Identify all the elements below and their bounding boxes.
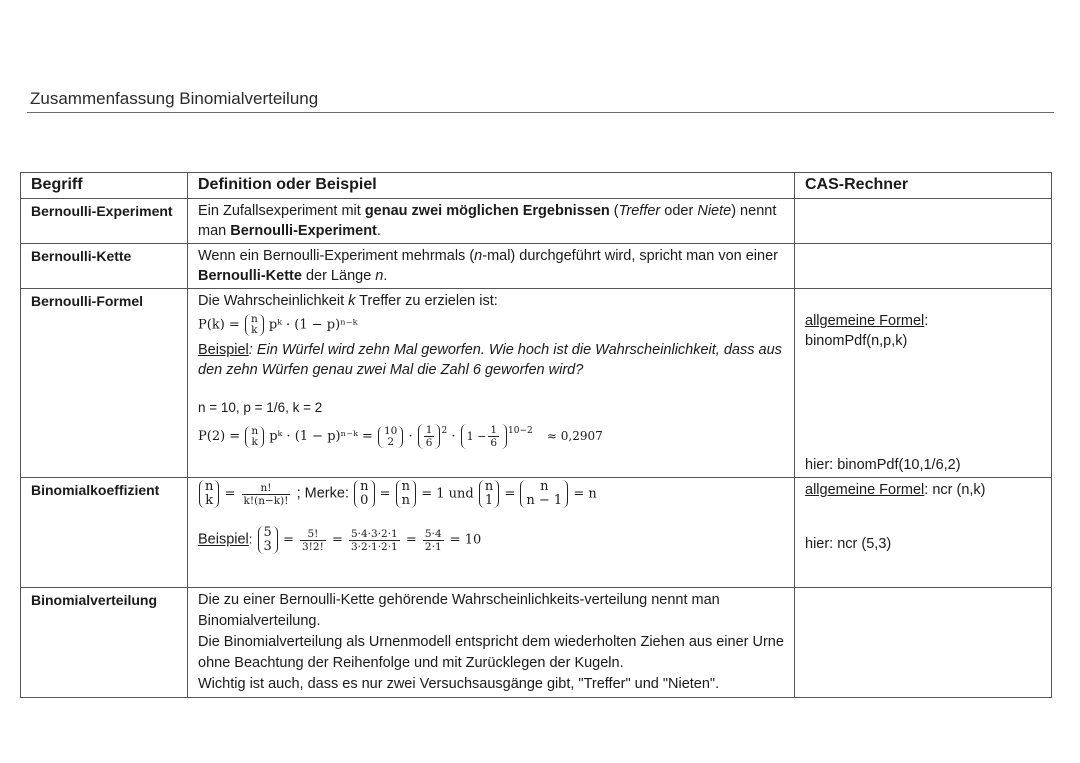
row-bernoulli-formel	[21, 289, 1052, 478]
cas-binomialkoeffizient	[795, 478, 1052, 588]
verteilung-line-3: Wichtig ist auch, dass es nur zwei Versuchsausgänge gibt, "Treffer" und "Nieten".	[198, 676, 720, 692]
def-text: .	[383, 268, 388, 284]
header-term: Begriff	[21, 173, 188, 199]
cas-bernoulli-experiment	[795, 199, 1052, 244]
example-result: = 10	[449, 532, 482, 548]
formel-example	[198, 340, 788, 380]
def-text: Ein Zufallsexperiment mit	[198, 203, 365, 219]
bernoulli-calculation: P(2) = n k pᵏ · (1 − p)ⁿ⁻ᵏ = 10 2 · $\frac{1}{6}$ $^2$ · 1 − $\frac{1}{6}$ $^{10-2}$ ≈ 0,2907	[198, 424, 603, 449]
def-italic: Treffer	[618, 203, 661, 219]
def-bernoulli-kette	[188, 244, 795, 289]
def-italic: k	[348, 293, 356, 309]
exponent: 10−2	[508, 426, 533, 436]
frac-num: 5·4	[424, 527, 442, 540]
summary-table	[20, 172, 1052, 698]
koeff-example: Beispiel: 5 3 = $\frac{5!}{3!2!}$ = $\frac{5\cdot 4\cdot 3\cdot 2\cdot 1}{3\cdot 2\cdot 1\cdot 2\cdot 1}$ = $\frac{5\cdot 4}{2\cdot 1}$ = 10	[198, 525, 482, 554]
cas-binomialverteilung	[795, 588, 1052, 698]
def-text: ) nennt man	[198, 203, 777, 239]
header-cas: CAS-Rechner	[795, 173, 1052, 199]
cas-label: allgemeine Formel	[805, 482, 925, 498]
example-label: Beispiel	[198, 531, 249, 548]
binomial-coefficient-n-k: n k	[245, 426, 264, 448]
frac-den: 3!2!	[302, 540, 324, 553]
row-bernoulli-kette	[21, 244, 1052, 289]
def-bernoulli-formel	[188, 289, 795, 478]
frac-num: 5·4·3·2·1	[350, 527, 398, 540]
koeff-definition: n k = $\frac{n!}{k!(n-k)!}$ ; Merke: n 0 = n n = 1 und n 1 = n n − 1 = n	[198, 480, 788, 508]
merke-label: ; Merke:	[296, 485, 349, 502]
cas-text: :	[924, 313, 929, 329]
formula-rhs: pᵏ · (1 − p)ⁿ⁻ᵏ	[268, 317, 358, 333]
example-text: : Ein Würfel wird zehn Mal geworfen. Wie hoch ist die Wahrscheinlichkeit, dass aus den zehn Würfen genau zwei Mal die Zahl 6 geworfen wird?	[198, 342, 782, 378]
binomial-coefficient-n-n: n n	[396, 480, 416, 508]
example-label: Beispiel	[198, 342, 249, 358]
verteilung-line-2: Die Binomialverteilung als Urnenmodell entspricht dem wiederholten Ziehen aus einer Urne ohne Beachtung der Reihenfolge und mit Zurücklegen der Kugeln.	[198, 634, 784, 671]
binomial-coefficient-10-2: 10 2	[378, 426, 403, 448]
def-text: .	[376, 223, 381, 239]
binomial-coefficient-n-n-1: n n − 1	[520, 480, 568, 508]
frac-den: 2·1	[424, 540, 442, 553]
term-binomialkoeffizient: Binomialkoeffizient	[21, 478, 188, 588]
def-text: der Länge	[301, 268, 376, 284]
cas-here: hier: ncr (5,3)	[805, 536, 892, 552]
binomial-coefficient-n-1: n 1	[479, 480, 499, 508]
frac-num: 5!	[300, 528, 326, 541]
header-definition: Definition oder Beispiel	[188, 173, 795, 199]
term-binomialverteilung: Binomialverteilung	[21, 588, 188, 698]
calc-lhs: P(2) =	[198, 429, 241, 444]
bernoulli-formula	[198, 314, 788, 336]
row-bernoulli-experiment	[21, 199, 1052, 244]
term-bernoulli-kette: Bernoulli-Kette	[21, 244, 188, 289]
def-text: Wenn ein Bernoulli-Experiment mehrmals (	[198, 248, 475, 264]
def-italic: n	[375, 268, 384, 284]
merke-eq1: = 1 und	[421, 486, 474, 502]
def-text: Die Wahrscheinlichkeit	[198, 293, 349, 309]
term-bernoulli-experiment: Bernoulli-Experiment	[21, 199, 188, 244]
cas-bernoulli-kette	[795, 244, 1052, 289]
verteilung-line-1: Die zu einer Bernoulli-Kette gehörende Wahrscheinlichkeits-verteilung nennt man Binomialverteilung.	[198, 592, 720, 629]
title-underline	[27, 112, 1054, 113]
paren-one-minus-sixth: 1 − $\frac{1}{6}$	[461, 424, 507, 449]
frac-den: k!(n−k)!	[243, 494, 289, 507]
def-text: (	[609, 203, 619, 219]
cas-bernoulli-formel	[795, 289, 1052, 478]
frac-den: 3·2·1·2·1	[350, 540, 398, 553]
page-title: Zusammenfassung Binomialverteilung	[30, 89, 319, 108]
cas-text: : ncr (n,k)	[924, 482, 986, 498]
def-binomialverteilung	[188, 588, 795, 698]
def-italic: Niete	[697, 203, 732, 219]
def-bold: Bernoulli-Kette	[198, 268, 302, 284]
formula-lhs: P(k) =	[198, 317, 240, 333]
binomial-coefficient-n-k: n k	[199, 480, 219, 508]
exponent: 2	[441, 426, 448, 436]
cas-command: binomPdf(n,p,k)	[805, 333, 908, 349]
row-binomialkoeffizient	[21, 478, 1052, 588]
def-bold: genau zwei möglichen Ergebnissen	[364, 203, 610, 219]
formel-params: n = 10, p = 1/6, k = 2	[198, 400, 323, 415]
def-text: Treffer zu erzielen ist:	[355, 293, 498, 309]
binomial-coefficient-n-0: n 0	[354, 480, 374, 508]
def-text: -mal) durchgeführt wird, spricht man von einer	[482, 248, 778, 264]
binomial-coefficient-5-3: 5 3	[258, 526, 278, 554]
row-binomialverteilung	[21, 588, 1052, 698]
cas-general-formula	[805, 311, 1045, 331]
frac-num: n!	[242, 482, 291, 495]
def-italic: n	[474, 248, 483, 264]
binomial-coefficient-n-k: n k	[245, 314, 264, 336]
def-bernoulli-experiment	[188, 199, 795, 244]
paren-one-sixth: $\frac{1}{6}$	[418, 424, 441, 449]
cas-here: hier: binomPdf(10,1/6,2)	[805, 457, 961, 473]
formel-intro	[198, 291, 788, 311]
cas-label: allgemeine Formel	[805, 313, 925, 329]
def-text: oder	[660, 203, 698, 219]
header-row	[21, 173, 1052, 199]
cas-general-formula	[805, 480, 1045, 500]
term-bernoulli-formel: Bernoulli-Formel	[21, 289, 188, 478]
def-binomialkoeffizient	[188, 478, 795, 588]
merke-eq2: = n	[573, 486, 597, 502]
calc-mid: pᵏ · (1 − p)ⁿ⁻ᵏ =	[269, 429, 373, 444]
calc-result: ≈ 0,2907	[546, 429, 603, 443]
def-bold: Bernoulli-Experiment	[230, 223, 377, 239]
